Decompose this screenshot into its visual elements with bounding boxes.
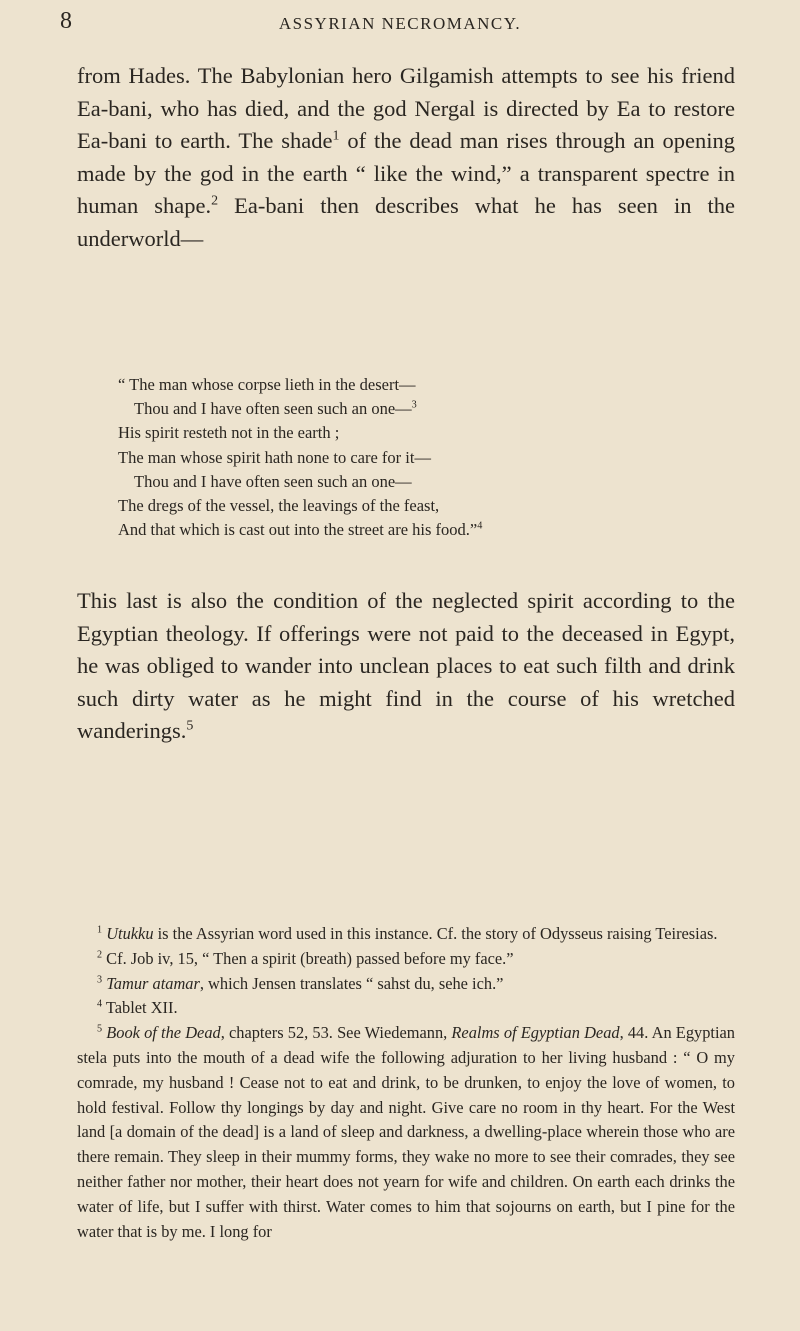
verse-line-2 [118,397,738,421]
footnote-5-term-2: Realms of Egyptian Dead [451,1023,620,1043]
footnote-3 [77,972,735,997]
footnote-3-text: , which Jensen translates “ sahst du, sehe ich.” [199,973,504,993]
footnote-2 [77,947,735,972]
verse-line-3: His spirit resteth not in the earth ; [118,423,340,443]
footnote-2-text: Cf. Job iv, 15, “ Then a spirit (breath) passed before my face.” [102,948,514,968]
footnote-1 [77,922,735,947]
verse-line-7 [118,518,738,542]
footnote-5-number: 5 [97,1023,103,1035]
verse-line-5: Thou and I have often seen such an one— [134,471,412,491]
footnote-5 [77,1021,735,1244]
verse-line-6: The dregs of the vessel, the leavings of the feast, [118,496,440,516]
footnote-2-number: 2 [97,949,103,961]
footnote-ref-3: 3 [411,399,417,411]
paragraph-2 [77,585,735,748]
running-title: ASSYRIAN NECROMANCY. [278,14,522,33]
paragraph-1 [77,60,735,256]
footnote-4-number: 4 [97,998,103,1010]
footnote-1-number: 1 [97,924,103,936]
footnote-4-text: Tablet XII. [102,998,178,1018]
paragraph-1-text: from Hades. The Babylonian hero Gilgamish attempts to see his friend Ea-bani, who has died, and the god Nergal is directed by Ea to restore Ea-bani to earth. The shade [77,63,735,154]
footnote-5-text-1: , chapters 52, 53. See Wiedemann, [220,1023,452,1043]
verse-quotation [118,373,738,542]
verse-line-1: “ The man whose corpse lieth in the desert— [118,375,416,394]
footnote-ref-2: 2 [211,193,219,209]
footnote-5-text-2: , 44. An Egyptian stela puts into the mouth of a dead wife the following adjuration to her living husband : “ O my comrade, my husband ! Cease not to eat and drink, to be drunken, to enjoy the love of women, to hold festival. Follow thy longings by day and night. Give care no room in thy heart. For the West land [a domain of the dead] is a land of sleep and darkness, a dwelling-place wherein those who are there remain. They sleep in their mummy forms, they wake no more to see their comrades, they see neither father nor mother, their heart does not yearn for wife and children. On earth each drinks the water of life, but I suffer with thirst. Water comes to him that sojourns on earth, but I pine for the water that is by me. I long for [77,1023,735,1241]
verse-line-2-text: Thou and I have often seen such an one— [134,399,412,419]
footnote-3-number: 3 [97,974,103,986]
verse-line-7-text: And that which is cast out into the street are his food.” [118,520,478,540]
paragraph-1-text-c: Ea-bani then describes what he has seen in the underworld— [77,193,735,251]
verse-line-4: The man whose spirit hath none to care for it— [118,447,431,467]
footnote-1-term: Utukku [106,924,154,943]
paragraph-1-text-b: of the dead man rises through an opening made by the god in the earth “ like the wind,” a transparent spectre in human shape. [77,128,736,219]
footnote-ref-5: 5 [186,718,194,734]
footnote-ref-4: 4 [477,520,483,532]
page-header [60,6,740,46]
footnote-3-term: Tamur atamar [106,973,200,993]
footnote-ref-1: 1 [332,128,340,144]
footnote-4 [77,996,735,1021]
footnotes [77,922,735,1244]
footnote-1-text: is the Assyrian word used in this instance. Cf. the story of Odysseus raising Teiresias. [153,924,718,943]
page-number: 8 [60,8,72,34]
paragraph-2-text: This last is also the condition of the neglected spirit according to the Egyptian theology. If offerings were not paid to the deceased in Egypt, he was obliged to wander into unclean places to eat such filth and drink such dirty water as he might find in the course of his wretched wanderings. [77,588,735,744]
footnote-5-term-1: Book of the Dead [106,1023,221,1043]
